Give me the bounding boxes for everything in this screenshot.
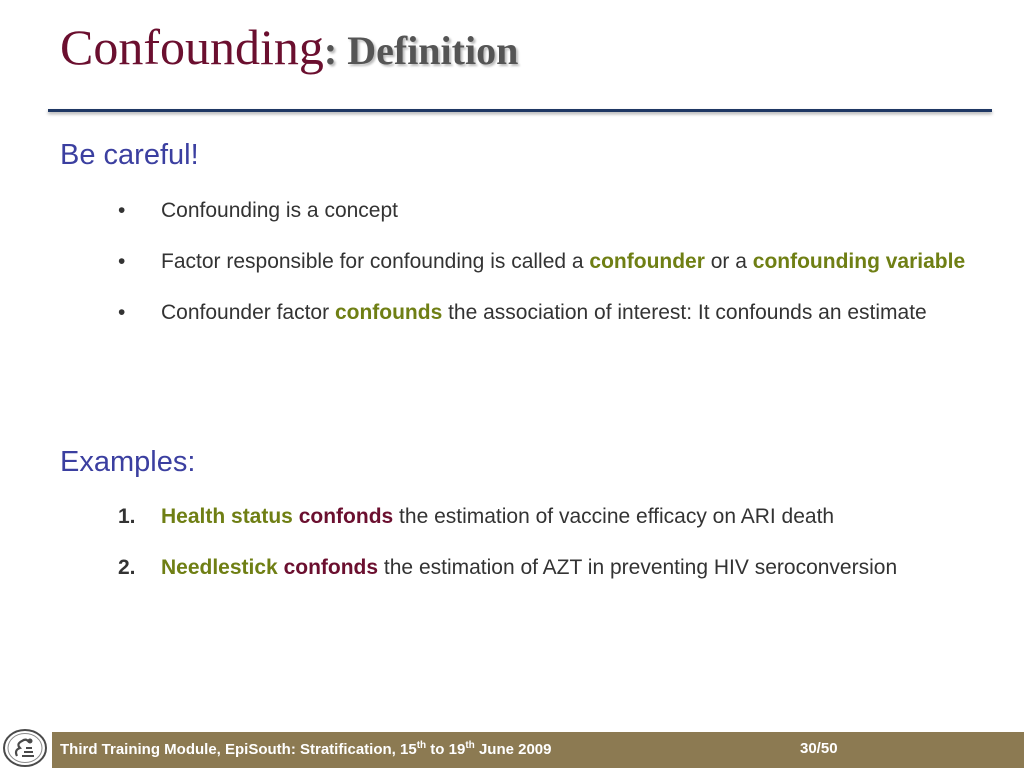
item-text: the association of interest: It confounds an estimate <box>442 301 927 324</box>
term-health-status: Health status <box>161 505 293 528</box>
bullet-marker: • <box>118 301 126 324</box>
item-text: the estimation of vaccine efficacy on ARI death <box>393 505 835 528</box>
section-heading-be-careful: Be careful! <box>60 139 199 171</box>
bullet-marker: • <box>118 250 126 273</box>
title-main: Confounding <box>60 19 324 75</box>
list-item <box>118 500 982 534</box>
footer-text-part: to 19 <box>426 741 466 758</box>
list-item <box>118 296 982 330</box>
item-text: Confounding is a concept <box>161 199 398 222</box>
list-item <box>118 551 982 585</box>
term-needlestick: Needlestick <box>161 556 278 579</box>
item-text: Confounder factor <box>161 301 335 324</box>
item-text: Factor responsible for confounding is called a <box>161 250 590 273</box>
list-item <box>118 194 982 228</box>
slide-title <box>60 18 518 76</box>
item-text: or a <box>704 250 753 273</box>
numbered-list <box>118 500 982 602</box>
item-number: 1. <box>118 505 136 528</box>
term-confonds: confonds <box>298 505 394 528</box>
footer <box>0 728 1024 768</box>
bullet-marker: • <box>118 199 126 222</box>
item-number: 2. <box>118 556 136 579</box>
item-text: the estimation of AZT in preventing HIV seroconversion <box>378 556 898 579</box>
term-confounder: confounder <box>589 250 705 273</box>
section-heading-examples: Examples: <box>60 446 196 478</box>
list-item <box>118 245 982 279</box>
footer-text-part: Third Training Module, EpiSouth: Stratification, 15 <box>60 741 417 758</box>
page-number: 30/50 <box>800 740 838 757</box>
bullet-list <box>118 194 982 347</box>
title-divider <box>48 109 992 112</box>
term-confounds: confounds <box>334 301 443 324</box>
title-subtitle: : Definition <box>323 28 519 73</box>
footer-course-info <box>60 740 552 758</box>
term-confounding-variable: confounding variable <box>752 250 966 273</box>
episouth-logo-icon <box>2 728 48 768</box>
term-confonds: confonds <box>283 556 379 579</box>
footer-text-part: June 2009 <box>474 741 552 758</box>
footer-superscript: th <box>465 740 475 751</box>
footer-superscript: th <box>416 740 427 751</box>
